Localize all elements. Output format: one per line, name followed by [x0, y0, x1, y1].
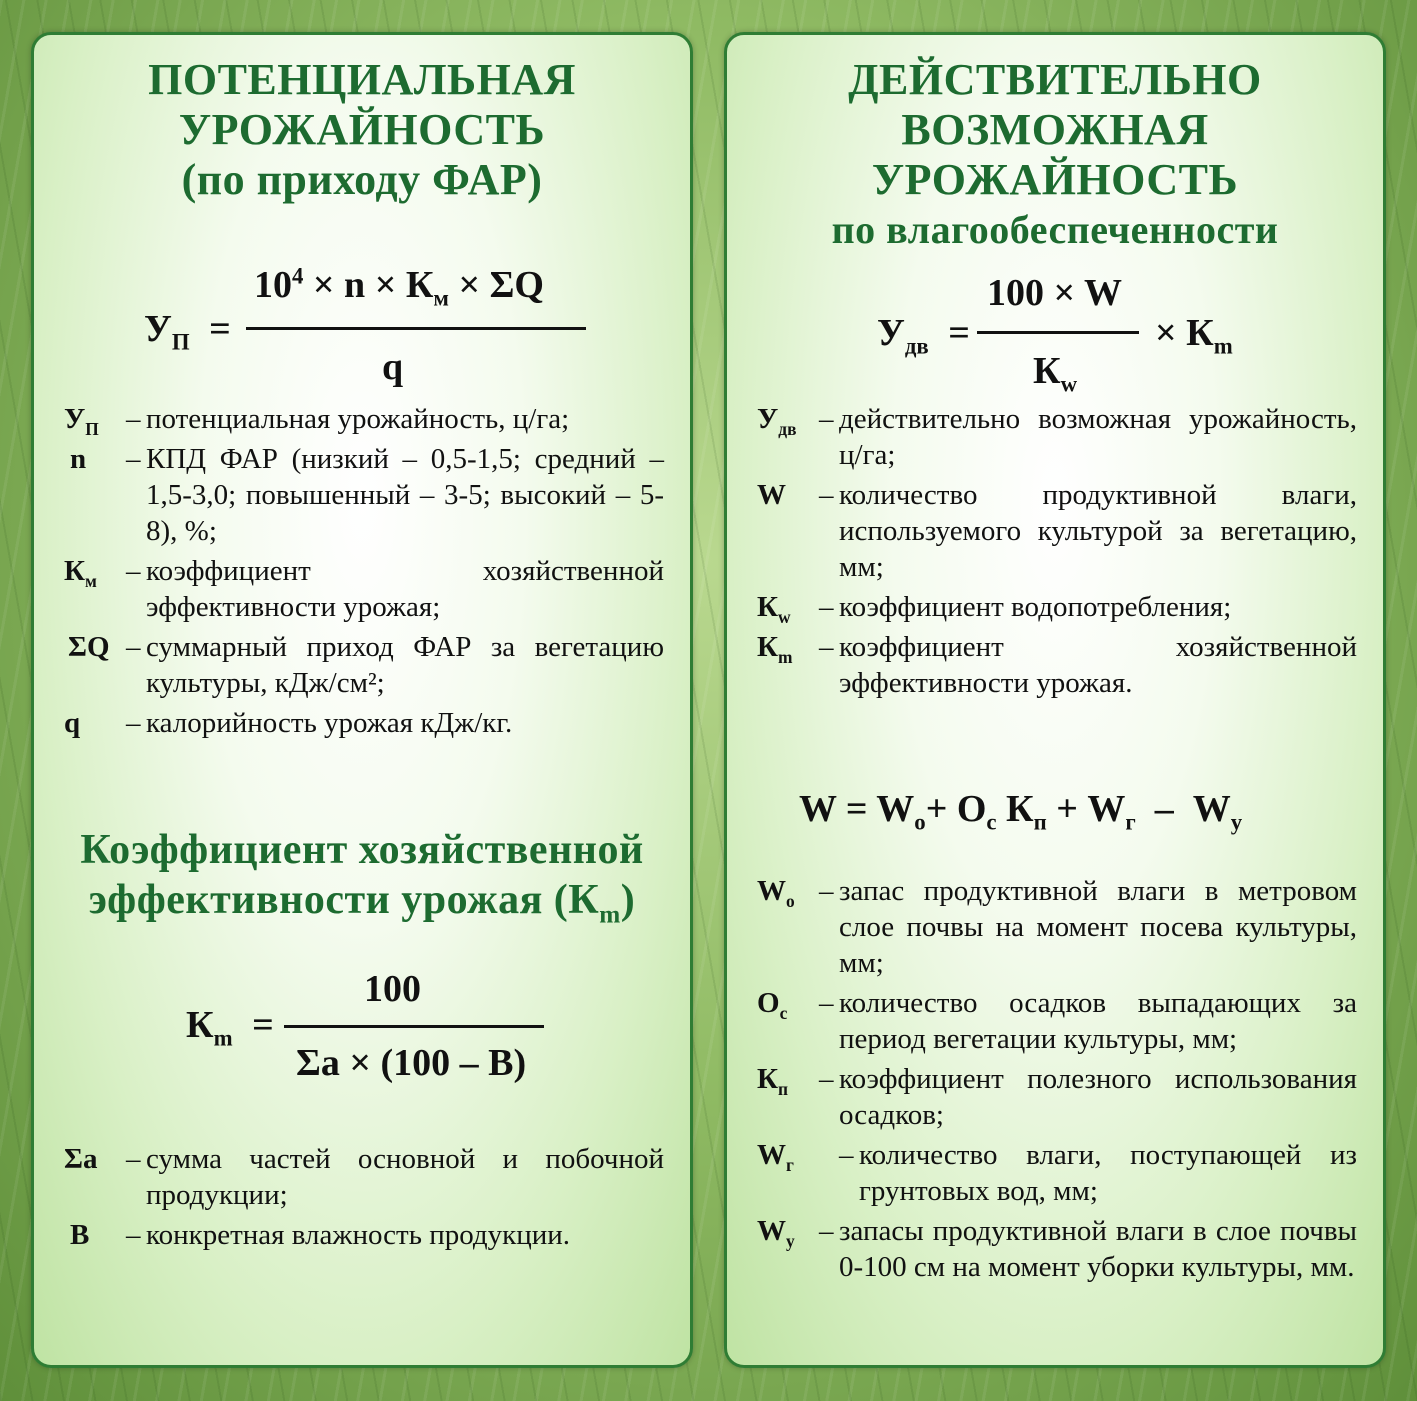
definition-row: $К_п$ – коэффициент полезного использования осадков;	[757, 1063, 1357, 1131]
definition-row: $W_г$ – количество влаги, поступающей из грунтовых вод, мм;	[757, 1139, 1357, 1207]
equals-sign: =	[948, 312, 970, 354]
definition-row: $W_у$ – запасы продуктивной влаги в слое почвы 0-100 см на момент уборки культуры, мм.	[757, 1215, 1357, 1283]
definition-symbol: q	[64, 707, 81, 739]
title-line: УРОЖАЙНОСТЬ	[871, 155, 1239, 204]
lhs-subscript: П	[171, 329, 190, 355]
definition-row: q – калорийность урожая кДж/кг.	[64, 707, 513, 739]
right-panel	[724, 32, 1386, 1368]
definition-text: сумма частей основной и побочной продукции;	[146, 1143, 664, 1211]
definition-symbol: $У_{дв}$	[757, 403, 797, 439]
definition-row: $У_{дв}$ – действительно возможная урожайность, ц/га;	[757, 403, 1357, 471]
formula-denominator: q	[382, 346, 404, 388]
lhs-symbol: У	[144, 308, 172, 350]
definition-row: $К_w$ – коэффициент водопотребления;	[757, 589, 1357, 625]
actual-yield-title	[727, 55, 1383, 255]
equals-sign: =	[209, 308, 231, 350]
water-balance-expression: $W = W_о+ О_с$ $К_п + W_г - W_у$	[799, 788, 1243, 835]
definition-symbol: n	[70, 443, 87, 475]
lhs-symbol: К	[186, 1004, 214, 1046]
definition-symbol: $К_п$	[757, 1063, 789, 1099]
fraction-line	[284, 1025, 544, 1028]
equals-sign: =	[252, 1004, 274, 1046]
definition-symbol: $У_П$	[64, 403, 99, 439]
definition-row: n – КПД ФАР (низкий – 0,5-1,5; средний – 1,5-3,0; повышенный – 3-5; высокий – 5-8), %;	[70, 443, 664, 547]
num-part: × ΣQ	[448, 264, 544, 306]
definition-text: потенциальная урожайность, ц/га;	[146, 403, 570, 435]
lhs-subscript: m	[213, 1025, 233, 1051]
definition-text: запасы продуктивной влаги в слое почвы 0-100 см на момент уборки культуры, мм.	[839, 1215, 1357, 1283]
potential-yield-formula	[34, 35, 696, 435]
definition-symbol: $О_с$	[757, 987, 788, 1023]
definition-symbol: $W_о$	[757, 875, 795, 911]
definition-text: запас продуктивной влаги в метровом слое почвы на момент посева культуры, мм;	[839, 875, 1357, 979]
formula-denominator: Σa × (100 – В)	[296, 1042, 527, 1084]
definition-row: $W_о$ – запас продуктивной влаги в метровом слое почвы на момент посева культуры, мм;	[757, 875, 1357, 979]
water-balance-definitions	[757, 873, 1357, 1289]
formula-lhs	[877, 311, 970, 360]
definition-row: $К_m$ – коэффициент хозяйственной эффективности урожая.	[757, 631, 1357, 699]
formula-numerator	[254, 263, 544, 312]
definition-text: количество продуктивной влаги, используемого культурой за вегетацию, мм;	[839, 479, 1357, 583]
definition-symbol: ΣQ	[68, 631, 110, 663]
title-line: ПОТЕНЦИАЛЬНАЯ	[148, 55, 576, 104]
title-line: ВОЗМОЖНАЯ	[901, 105, 1209, 154]
title-line: по влагообеспеченности	[831, 207, 1279, 252]
definition-row: ΣQ – суммарный приход ФАР за вегетацию культуры, кДж/см²;	[68, 631, 664, 699]
definition-symbol: W	[757, 479, 786, 511]
definition-text: конкретная влажность продукции.	[146, 1219, 571, 1251]
definition-symbol: $W_у$	[757, 1215, 795, 1251]
definition-symbol: $К_w$	[757, 591, 791, 627]
harvest-efficiency-title	[34, 825, 690, 940]
definition-symbol: $W_г$	[757, 1139, 794, 1175]
definition-text: коэффициент хозяйственной эффективности урожая.	[839, 631, 1357, 699]
fraction-line	[977, 331, 1139, 334]
num-subscript: м	[433, 285, 449, 311]
potential-yield-definitions	[64, 401, 664, 745]
definition-row: $О_с$ – количество осадков выпадающих за период вегетации культуры, мм;	[757, 987, 1357, 1055]
definition-symbol: Σa	[64, 1143, 98, 1175]
definition-row: W – количество продуктивной влаги, используемого культурой за вегетацию, мм;	[757, 479, 1357, 583]
definition-symbol: $К_м$	[64, 555, 97, 591]
title-line: (по приходу ФАР)	[181, 155, 543, 204]
num-exponent: 4	[292, 263, 304, 289]
harvest-efficiency-definitions	[64, 1141, 664, 1257]
definition-symbol: $К_m$	[757, 631, 793, 667]
definition-symbol: В	[70, 1219, 90, 1251]
formula-numerator: 100	[364, 968, 421, 1010]
definition-text: коэффициент полезного использования осадков;	[839, 1063, 1357, 1131]
definition-text: количество влаги, поступающей из грунтовых вод, мм;	[859, 1139, 1357, 1207]
formula-multiplier: × $К_m$	[1155, 312, 1233, 359]
formula-denominator: $К_w$	[1033, 350, 1078, 397]
definition-text: количество осадков выпадающих за период вегетации культуры, мм;	[839, 987, 1357, 1055]
formula-lhs	[186, 1003, 274, 1052]
title-line: Коэффициент хозяйственной	[80, 827, 644, 873]
definition-row: В – конкретная влажность продукции.	[70, 1219, 571, 1251]
formula-numerator: 100 × W	[987, 272, 1122, 314]
title-line: эффективности урожая $(К_m)$	[88, 877, 636, 929]
definition-row: $У_П$ – потенциальная урожайность, ц/га;	[64, 401, 664, 437]
definition-text: действительно возможная урожайность, ц/га;	[839, 403, 1357, 471]
num-part: × n × К	[303, 264, 434, 306]
actual-yield-definitions	[757, 401, 1357, 705]
definition-row: $К_м$ – коэффициент хозяйственной эффективности урожая;	[64, 555, 664, 623]
fraction-line	[246, 327, 586, 330]
definition-text: коэффициент водопотребления;	[839, 591, 1232, 623]
title-line: ДЕЙСТВИТЕЛЬНО	[848, 55, 1262, 104]
formula-lhs	[144, 307, 231, 356]
definition-text: коэффициент хозяйственной эффективности урожая;	[146, 555, 664, 623]
left-panel	[31, 32, 693, 1368]
lhs-symbol: У	[877, 312, 905, 354]
lhs-subscript: дв	[904, 333, 929, 359]
definition-text: КПД ФАР (низкий – 0,5-1,5; средний – 1,5-3,0; повышенный – 3-5; высокий – 5-8), %;	[146, 443, 664, 547]
title-line: УРОЖАЙНОСТЬ	[178, 105, 546, 154]
definition-text: калорийность урожая кДж/кг.	[146, 707, 513, 739]
num-base: 10	[254, 264, 292, 306]
definition-text: суммарный приход ФАР за вегетацию культуры, кДж/см²;	[146, 631, 664, 699]
definition-row: Σa – сумма частей основной и побочной продукции;	[64, 1143, 664, 1211]
